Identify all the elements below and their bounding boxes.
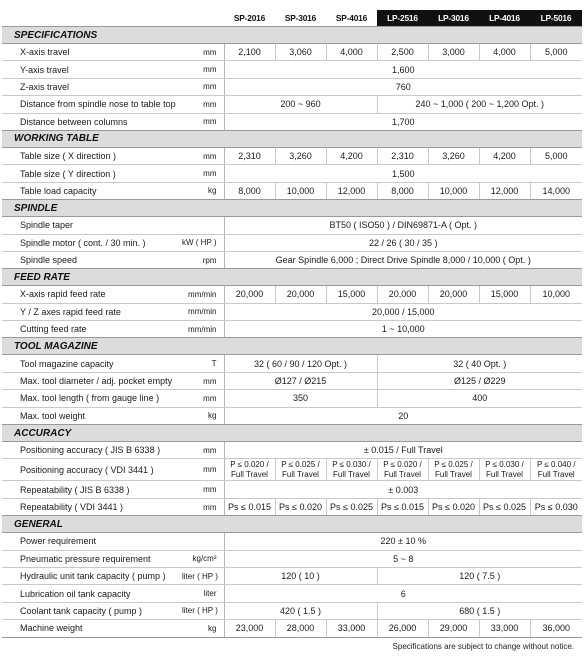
spec-label: X-axis travel (2, 44, 182, 61)
spec-value: 1,700 (224, 113, 582, 130)
spec-label: Repeatability ( JIS B 6338 ) (2, 481, 182, 498)
spec-value (377, 459, 428, 481)
spec-value: 26,000 (377, 620, 428, 637)
model-header: LP-4016 (479, 10, 530, 27)
spec-value: 23,000 (224, 620, 275, 637)
spec-value: 5,000 (530, 147, 582, 164)
spec-value-line: Full Travel (435, 469, 472, 479)
spec-value: 3,060 (275, 44, 326, 61)
spec-value: 4,200 (326, 147, 377, 164)
spec-value: 4,000 (479, 44, 530, 61)
spec-unit: mm (182, 442, 224, 459)
spec-value-line: P ≤ 0.030 / (485, 459, 524, 469)
section-title: FEED RATE (2, 269, 582, 286)
spec-unit: mm (182, 372, 224, 389)
spec-value: Ps ≤ 0.025 (479, 498, 530, 515)
section-title: WORKING TABLE (2, 130, 582, 147)
spec-row (2, 481, 582, 498)
spec-row (2, 44, 582, 61)
section-header-row (2, 269, 582, 286)
spec-value: 10,000 (275, 182, 326, 199)
spec-unit: mm/min (182, 286, 224, 303)
spec-unit: T (182, 355, 224, 372)
spec-row (2, 498, 582, 515)
spec-unit: mm (182, 78, 224, 95)
spec-value: 20 (224, 407, 582, 424)
section-header-row (2, 27, 582, 44)
spec-label: Z-axis travel (2, 78, 182, 95)
spec-label: Pneumatic pressure requirement (2, 550, 182, 567)
spec-row (2, 61, 582, 78)
spec-label: Distance from spindle nose to table top (2, 96, 182, 113)
spec-value: 220 ± 10 % (224, 533, 582, 550)
spec-sheet (2, 10, 582, 651)
spec-label: Lubrication oil tank capacity (2, 585, 182, 602)
specifications-table (2, 10, 582, 638)
spec-value: 3,000 (428, 44, 479, 61)
spec-unit: mm/min (182, 303, 224, 320)
spec-value: 20,000 (377, 286, 428, 303)
spec-unit (182, 217, 224, 234)
spec-value: 22 / 26 ( 30 / 35 ) (224, 234, 582, 251)
spec-value: 1,500 (224, 165, 582, 182)
spec-label: Repeatability ( VDI 3441 ) (2, 498, 182, 515)
spec-label: Y-axis travel (2, 61, 182, 78)
spec-value: 4,200 (479, 147, 530, 164)
spec-value-line: Full Travel (384, 469, 421, 479)
model-header: SP-4016 (326, 10, 377, 27)
spec-value: Ps ≤ 0.020 (428, 498, 479, 515)
spec-value (530, 459, 582, 481)
spec-value: 2,310 (377, 147, 428, 164)
spec-row (2, 390, 582, 407)
spec-value-line: P ≤ 0.025 / (434, 459, 473, 469)
spec-value: 10,000 (530, 286, 582, 303)
spec-value: 760 (224, 78, 582, 95)
spec-label: Max. tool weight (2, 407, 182, 424)
spec-value: 5,000 (530, 44, 582, 61)
spec-label: Spindle taper (2, 217, 182, 234)
model-header: SP-2016 (224, 10, 275, 27)
spec-row (2, 147, 582, 164)
spec-value: 8,000 (224, 182, 275, 199)
spec-value: 120 ( 7.5 ) (377, 567, 582, 584)
spec-row (2, 355, 582, 372)
spec-unit: mm (182, 61, 224, 78)
spec-value-line: Full Travel (486, 469, 523, 479)
spec-unit: mm (182, 96, 224, 113)
spec-unit (182, 533, 224, 550)
spec-label: Positioning accuracy ( VDI 3441 ) (2, 459, 182, 481)
section-title: SPECIFICATIONS (2, 27, 582, 44)
spec-value: ± 0.015 / Full Travel (224, 442, 582, 459)
spec-unit: kg (182, 407, 224, 424)
spec-value: 420 ( 1.5 ) (224, 602, 377, 619)
spec-label: Distance between columns (2, 113, 182, 130)
spec-unit: liter ( HP ) (182, 602, 224, 619)
spec-unit: liter ( HP ) (182, 567, 224, 584)
spec-label: Hydraulic unit tank capacity ( pump ) (2, 567, 182, 584)
spec-value-line: Full Travel (333, 469, 370, 479)
spec-unit: kg/cm² (182, 550, 224, 567)
spec-label: Table load capacity (2, 182, 182, 199)
spec-value: 3,260 (428, 147, 479, 164)
spec-value (275, 459, 326, 481)
spec-row (2, 407, 582, 424)
spec-label: Max. tool diameter / adj. pocket empty (2, 372, 182, 389)
spec-unit: rpm (182, 251, 224, 268)
spec-unit: kW ( HP ) (182, 234, 224, 251)
spec-unit: liter (182, 585, 224, 602)
spec-value: 36,000 (530, 620, 582, 637)
spec-value: 400 (377, 390, 582, 407)
spec-value-line: P ≤ 0.030 / (332, 459, 371, 469)
section-header-row (2, 516, 582, 533)
spec-unit: mm (182, 481, 224, 498)
spec-label: Machine weight (2, 620, 182, 637)
spec-row (2, 372, 582, 389)
spec-value: 10,000 (428, 182, 479, 199)
spec-value: 1 ~ 10,000 (224, 321, 582, 338)
spec-label: Tool magazine capacity (2, 355, 182, 372)
spec-label: Table size ( X direction ) (2, 147, 182, 164)
section-header-row (2, 130, 582, 147)
spec-value: 33,000 (326, 620, 377, 637)
spec-unit: mm (182, 390, 224, 407)
spec-value (428, 459, 479, 481)
spec-value-line: Full Travel (537, 469, 575, 479)
spec-label: Power requirement (2, 533, 182, 550)
footnote: Specifications are subject to change without notice. (392, 642, 574, 651)
section-title: GENERAL (2, 516, 582, 533)
spec-value: 5 ~ 8 (224, 550, 582, 567)
spec-value: 200 ~ 960 (224, 96, 377, 113)
spec-value: 20,000 (224, 286, 275, 303)
spec-value-line: Full Travel (231, 469, 268, 479)
spec-value: 3,260 (275, 147, 326, 164)
spec-value: 32 ( 40 Opt. ) (377, 355, 582, 372)
spec-label: Cutting feed rate (2, 321, 182, 338)
spec-label: Table size ( Y direction ) (2, 165, 182, 182)
spec-row (2, 442, 582, 459)
spec-row (2, 533, 582, 550)
spec-value: 29,000 (428, 620, 479, 637)
spec-label: Positioning accuracy ( JIS B 6338 ) (2, 442, 182, 459)
spec-unit: kg (182, 620, 224, 637)
spec-row (2, 96, 582, 113)
spec-row (2, 585, 582, 602)
spec-label: Spindle speed (2, 251, 182, 268)
spec-value-line: Full Travel (282, 469, 319, 479)
spec-unit: mm (182, 147, 224, 164)
spec-row (2, 217, 582, 234)
spec-row (2, 182, 582, 199)
model-header: LP-2516 (377, 10, 428, 27)
spec-value-line: P ≤ 0.020 / (383, 459, 422, 469)
section-header-row (2, 425, 582, 442)
spec-value: 120 ( 10 ) (224, 567, 377, 584)
spec-unit: mm (182, 44, 224, 61)
spec-value: 240 ~ 1,000 ( 200 ~ 1,200 Opt. ) (377, 96, 582, 113)
spec-value: 12,000 (479, 182, 530, 199)
section-header-row (2, 200, 582, 217)
spec-unit: kg (182, 182, 224, 199)
spec-value: 680 ( 1.5 ) (377, 602, 582, 619)
spec-value-line: P ≤ 0.040 / (537, 459, 576, 469)
spec-value: 2,310 (224, 147, 275, 164)
model-header-row (2, 10, 582, 27)
section-title: SPINDLE (2, 200, 582, 217)
spec-value (224, 459, 275, 481)
model-header: LP-3016 (428, 10, 479, 27)
spec-unit: mm (182, 459, 224, 481)
spec-value: Ø127 / Ø215 (224, 372, 377, 389)
spec-value: BT50 ( ISO50 ) / DIN69871-A ( Opt. ) (224, 217, 582, 234)
spec-value: 2,100 (224, 44, 275, 61)
spec-value: 32 ( 60 / 90 / 120 Opt. ) (224, 355, 377, 372)
section-title: TOOL MAGAZINE (2, 338, 582, 355)
spec-value: 350 (224, 390, 377, 407)
spec-row (2, 459, 582, 481)
model-header: LP-5016 (530, 10, 582, 27)
spec-value: 12,000 (326, 182, 377, 199)
spec-value: 15,000 (479, 286, 530, 303)
spec-label: Max. tool length ( from gauge line ) (2, 390, 182, 407)
section-header-row (2, 338, 582, 355)
spec-label: Spindle motor ( cont. / 30 min. ) (2, 234, 182, 251)
spec-value: Ø125 / Ø229 (377, 372, 582, 389)
spec-unit: mm (182, 165, 224, 182)
spec-row (2, 567, 582, 584)
spec-value: 6 (224, 585, 582, 602)
spec-value-line: P ≤ 0.025 / (281, 459, 320, 469)
model-header: SP-3016 (275, 10, 326, 27)
spec-value-line: P ≤ 0.020 / (230, 459, 269, 469)
spec-label: Y / Z axes rapid feed rate (2, 303, 182, 320)
spec-row (2, 165, 582, 182)
spec-value (326, 459, 377, 481)
spec-value: ± 0.003 (224, 481, 582, 498)
spec-value: 8,000 (377, 182, 428, 199)
spec-row (2, 550, 582, 567)
spec-value: 28,000 (275, 620, 326, 637)
spec-label: Coolant tank capacity ( pump ) (2, 602, 182, 619)
spec-value: 20,000 / 15,000 (224, 303, 582, 320)
spec-value: 33,000 (479, 620, 530, 637)
spec-label: X-axis rapid feed rate (2, 286, 182, 303)
spec-value: Ps ≤ 0.015 (377, 498, 428, 515)
spec-row (2, 78, 582, 95)
spec-row (2, 620, 582, 637)
spec-value: 14,000 (530, 182, 582, 199)
section-title: ACCURACY (2, 425, 582, 442)
spec-row (2, 234, 582, 251)
spec-row (2, 321, 582, 338)
spec-row (2, 303, 582, 320)
spec-value: 1,600 (224, 61, 582, 78)
spec-value: Gear Spindle 6,000 ; Direct Drive Spindle 8,000 / 10,000 ( Opt. ) (224, 251, 582, 268)
spec-value: Ps ≤ 0.015 (224, 498, 275, 515)
spec-row (2, 251, 582, 268)
spec-unit: mm (182, 113, 224, 130)
spec-value: Ps ≤ 0.020 (275, 498, 326, 515)
spec-unit: mm/min (182, 321, 224, 338)
spec-row (2, 113, 582, 130)
spec-value: 20,000 (275, 286, 326, 303)
spec-value: 2,500 (377, 44, 428, 61)
spec-value: 20,000 (428, 286, 479, 303)
spec-unit: mm (182, 498, 224, 515)
spec-value: Ps ≤ 0.025 (326, 498, 377, 515)
spec-value (479, 459, 530, 481)
spec-row (2, 602, 582, 619)
spec-value: Ps ≤ 0.030 (530, 498, 582, 515)
spec-value: 4,000 (326, 44, 377, 61)
spec-row (2, 286, 582, 303)
header-spacer (2, 10, 224, 27)
spec-value: 15,000 (326, 286, 377, 303)
